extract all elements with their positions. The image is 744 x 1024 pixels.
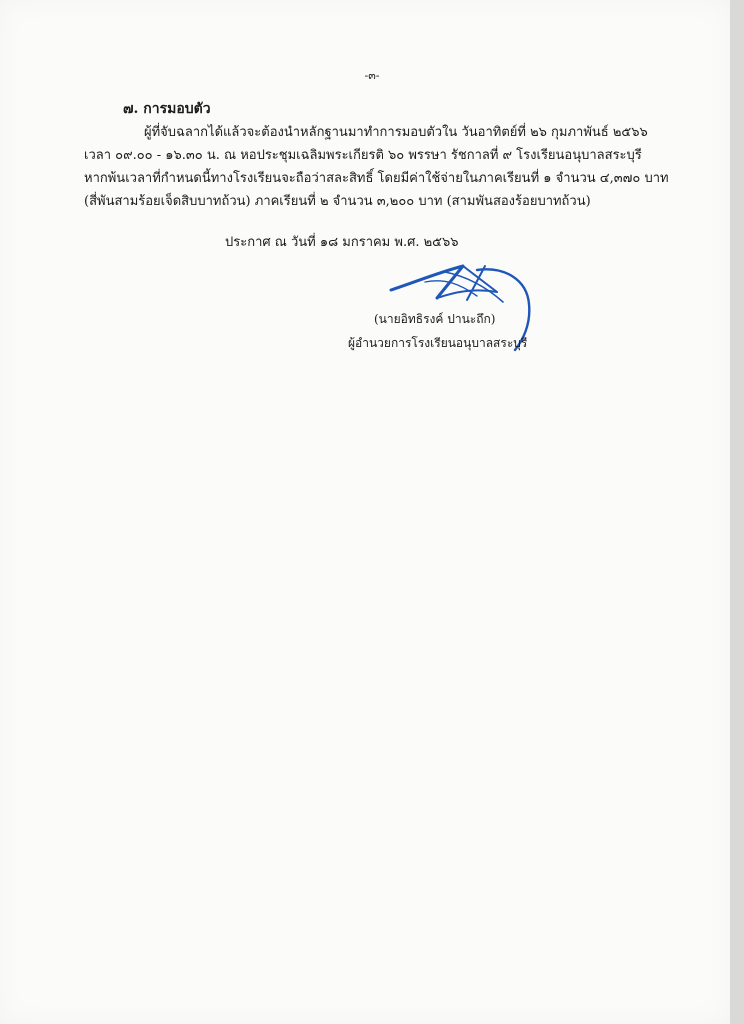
paragraph-line: (สี่พันสามร้อยเจ็ดสิบบาทถ้วน) ภาคเรียนที่ ๒ จำนวน ๓,๒๐๐ บาท (สามพันสองร้อยบาทถ้วน) [84,194,591,209]
page-edge [730,0,744,1024]
paragraph-line: เวลา ๐๙.๐๐ - ๑๖.๓๐ น. ณ หอประชุมเฉลิมพระเกียรติ ๖๐ พรรษา รัชกาลที่ ๙ โรงเรียนอนุบาลสระบุรี [84,148,642,163]
announcement-date: ประกาศ ณ วันที่ ๑๘ มกราคม พ.ศ. ๒๕๖๖ [225,235,459,250]
signer-name: (นายอิทธิรงค์ ปานะถึก) [374,312,496,326]
page-number: -๓- [364,69,380,82]
section-heading: ๗. การมอบตัว [123,101,211,117]
paragraph-line: ผู้ที่จับฉลากได้แล้วจะต้องนำหลักฐานมาทำการมอบตัวใน วันอาทิตย์ที่ ๒๖ กุมภาพันธ์ ๒๕๖๖ [144,125,648,140]
paragraph-line: หากพ้นเวลาที่กำหนดนี้ทางโรงเรียนจะถือว่าสละสิทธิ์ โดยมีค่าใช้จ่ายในภาคเรียนที่ ๑ จำนวน ๔,๓๗๐ บาท [84,171,669,186]
signer-title: ผู้อำนวยการโรงเรียนอนุบาลสระบุรี [348,336,528,350]
